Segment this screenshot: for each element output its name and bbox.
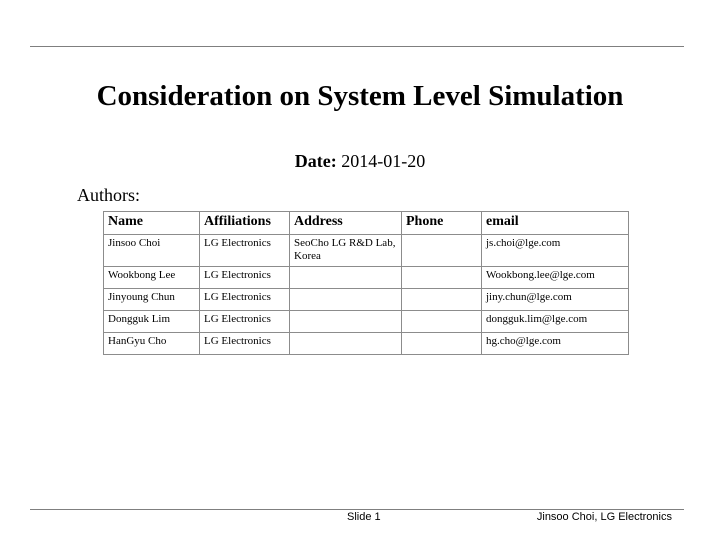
date-label: Date: bbox=[294, 151, 337, 171]
cell-name: Dongguk Lim bbox=[104, 311, 200, 333]
cell-name: Jinsoo Choi bbox=[104, 235, 200, 267]
table-header-row bbox=[104, 212, 629, 235]
date-value: 2014-01-20 bbox=[341, 151, 426, 171]
slide-number: Slide 1 bbox=[347, 511, 381, 523]
authors-label: Authors: bbox=[77, 185, 140, 205]
table-row bbox=[104, 267, 629, 289]
header-name: Name bbox=[104, 212, 200, 235]
cell-name: HanGyu Cho bbox=[104, 333, 200, 355]
cell-email: js.choi@lge.com bbox=[482, 235, 629, 267]
cell-affiliation: LG Electronics bbox=[200, 267, 290, 289]
cell-email: Wookbong.lee@lge.com bbox=[482, 267, 629, 289]
cell-phone bbox=[402, 311, 482, 333]
header-email: email bbox=[482, 212, 629, 235]
cell-phone bbox=[402, 235, 482, 267]
cell-email: jiny.chun@lge.com bbox=[482, 289, 629, 311]
cell-affiliation: LG Electronics bbox=[200, 289, 290, 311]
authors-table bbox=[103, 211, 629, 355]
cell-name: Jinyoung Chun bbox=[104, 289, 200, 311]
cell-phone bbox=[402, 267, 482, 289]
table-row bbox=[104, 235, 629, 267]
header-affiliations: Affiliations bbox=[200, 212, 290, 235]
cell-address bbox=[290, 289, 402, 311]
cell-email: dongguk.lim@lge.com bbox=[482, 311, 629, 333]
table-row bbox=[104, 333, 629, 355]
header-phone: Phone bbox=[402, 212, 482, 235]
cell-affiliation: LG Electronics bbox=[200, 235, 290, 267]
footer-divider bbox=[30, 509, 684, 510]
table-row bbox=[104, 289, 629, 311]
cell-address bbox=[290, 333, 402, 355]
cell-address bbox=[290, 267, 402, 289]
slide-title: Consideration on System Level Simulation bbox=[96, 80, 624, 112]
cell-phone bbox=[402, 289, 482, 311]
footer-author: Jinsoo Choi, LG Electronics bbox=[536, 511, 672, 523]
date-line bbox=[0, 151, 720, 172]
cell-affiliation: LG Electronics bbox=[200, 333, 290, 355]
header-address: Address bbox=[290, 212, 402, 235]
header-divider bbox=[30, 46, 684, 47]
cell-affiliation: LG Electronics bbox=[200, 311, 290, 333]
cell-name: Wookbong Lee bbox=[104, 267, 200, 289]
cell-email: hg.cho@lge.com bbox=[482, 333, 629, 355]
table-row bbox=[104, 311, 629, 333]
cell-address bbox=[290, 311, 402, 333]
cell-address: SeoCho LG R&D Lab, Korea bbox=[290, 235, 402, 267]
cell-phone bbox=[402, 333, 482, 355]
